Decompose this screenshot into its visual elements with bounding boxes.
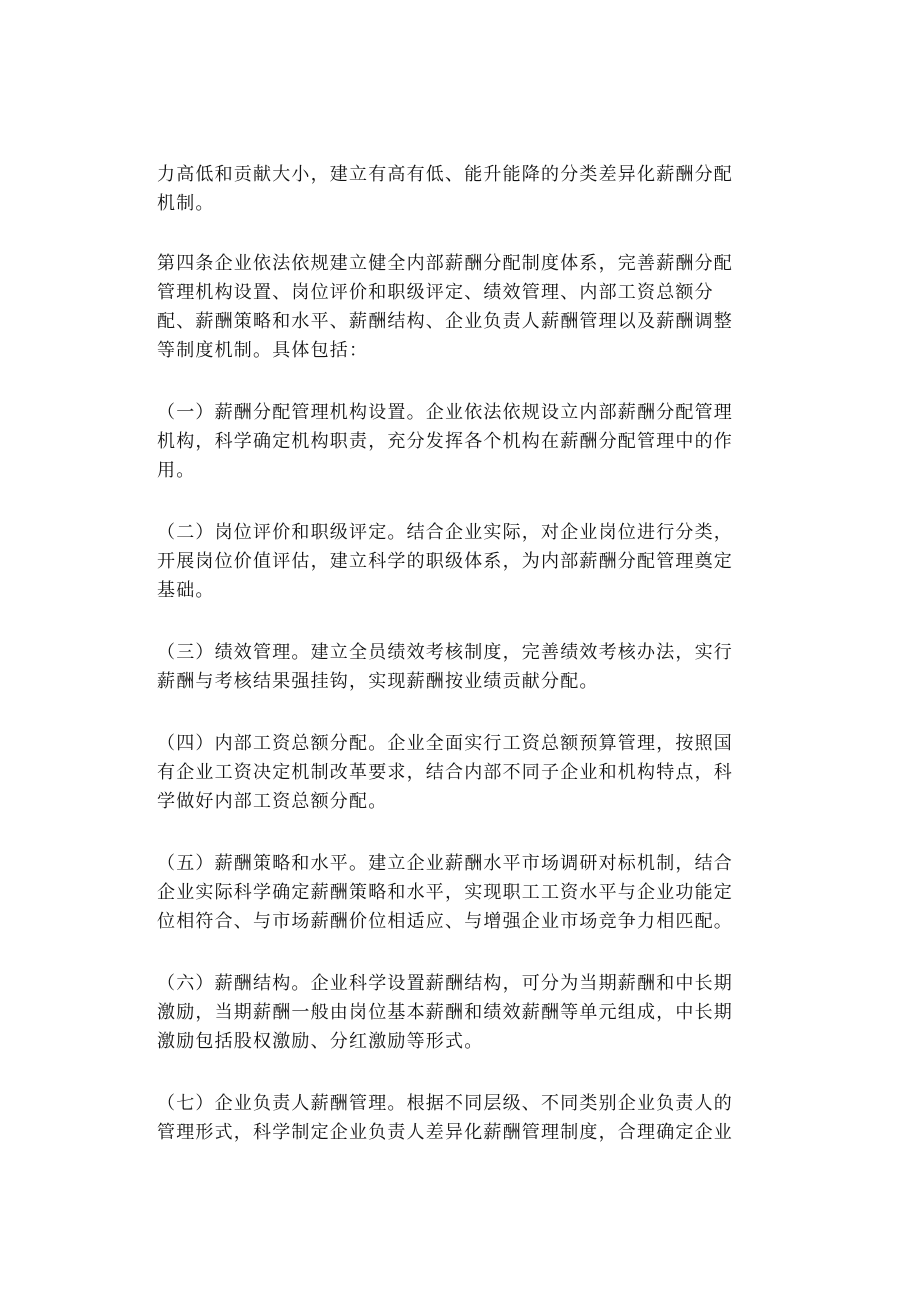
text-line: 配、薪酬策略和水平、薪酬结构、企业负责人薪酬管理以及薪酬调整 [157, 311, 733, 332]
text-line: 学做好内部工资总额分配。 [157, 791, 388, 812]
text-line: 企业实际科学确定薪酬策略和水平，实现职工工资水平与企业功能定 [157, 882, 733, 903]
paragraph-item-four [157, 729, 757, 816]
paragraph-item-three [157, 638, 757, 696]
text-line: 机构，科学确定机构职责，充分发挥各个机构在薪酬分配管理中的作 [157, 431, 733, 452]
text-line: 等制度机制。具体包括： [157, 340, 369, 361]
text-line: （一）薪酬分配管理机构设置。企业依法依规设立内部薪酬分配管理 [157, 402, 733, 423]
text-line: 力高低和贡献大小，建立有高有低、能升能降的分类差异化薪酬分配 [157, 164, 733, 185]
paragraph-item-two [157, 518, 757, 605]
text-line: 薪酬与考核结果强挂钩，实现薪酬按业绩贡献分配。 [157, 671, 599, 692]
text-line: 激励包括股权激励、分红激励等形式。 [157, 1031, 484, 1052]
paragraph-article-four [157, 249, 757, 365]
text-line: （二）岗位评价和职级评定。结合企业实际，对企业岗位进行分类， [157, 522, 733, 543]
text-line: 机制。 [157, 193, 215, 214]
text-line: 开展岗位价值评估，建立科学的职级体系，为内部薪酬分配管理奠定 [157, 551, 733, 572]
paragraph-item-one [157, 398, 757, 485]
text-line: （三）绩效管理。建立全员绩效考核制度，完善绩效考核办法，实行 [157, 642, 733, 663]
text-line: 第四条企业依法依规建立健全内部薪酬分配制度体系，完善薪酬分配 [157, 253, 733, 274]
text-line: （七）企业负责人薪酬管理。根据不同层级、不同类别企业负责人的 [157, 1093, 733, 1114]
text-line: 激励，当期薪酬一般由岗位基本薪酬和绩效薪酬等单元组成，中长期 [157, 1002, 733, 1023]
text-line: 管理形式，科学制定企业负责人差异化薪酬管理制度，合理确定企业 [157, 1122, 733, 1143]
text-line: 基础。 [157, 580, 215, 601]
paragraph-item-seven [157, 1089, 757, 1147]
paragraph-intro-continuation [157, 160, 757, 218]
paragraph-item-six [157, 969, 757, 1056]
document-body [157, 160, 757, 1177]
text-line: 管理机构设置、岗位评价和职级评定、绩效管理、内部工资总额分 [157, 282, 714, 303]
text-line: （四）内部工资总额分配。企业全面实行工资总额预算管理，按照国 [157, 733, 733, 754]
text-line: （五）薪酬策略和水平。建立企业薪酬水平市场调研对标机制，结合 [157, 853, 733, 874]
paragraph-item-five [157, 849, 757, 936]
text-line: （六）薪酬结构。企业科学设置薪酬结构，可分为当期薪酬和中长期 [157, 973, 733, 994]
text-line: 用。 [157, 460, 196, 481]
text-line: 位相符合、与市场薪酬价位相适应、与增强企业市场竞争力相匹配。 [157, 911, 733, 932]
text-line: 有企业工资决定机制改革要求，结合内部不同子企业和机构特点，科 [157, 762, 733, 783]
